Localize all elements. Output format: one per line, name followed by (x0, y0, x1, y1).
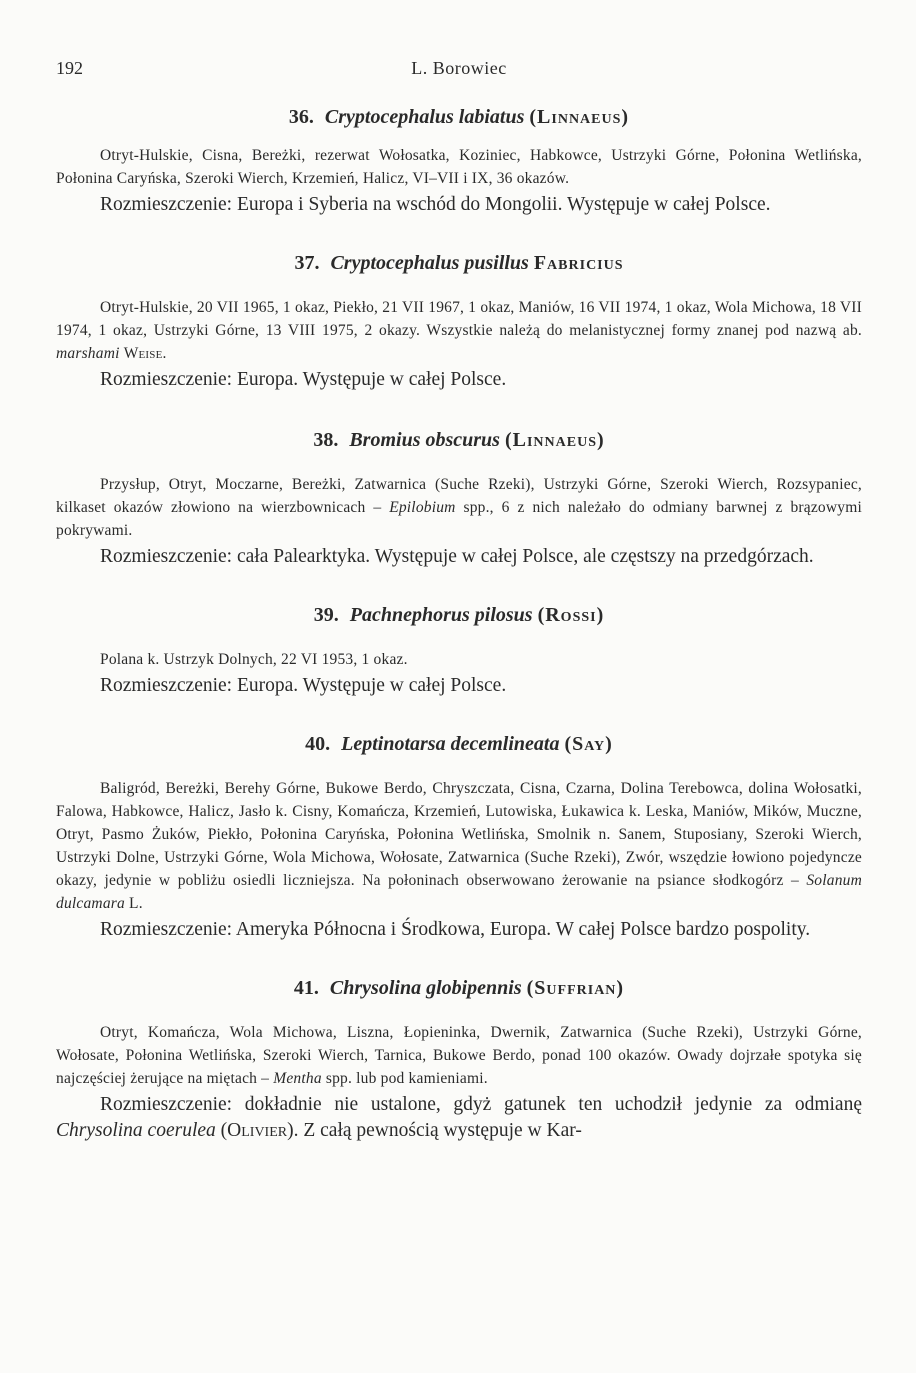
entry-heading (56, 427, 862, 453)
distribution-species: Chrysolina coerulea (56, 1120, 216, 1141)
entry-heading (56, 602, 862, 628)
species-entry-38 (56, 427, 862, 570)
localities-text (56, 296, 862, 365)
entry-heading (56, 104, 862, 130)
localities-part1: Baligród, Bereżki, Berehy Górne, Bukowe Berdo, Chryszczata, Cisna, Czarna, Dolina Terebowca, dolina Wołosatki, Falowa, Habkowce, Halicz, Jasło k. Cisny, Komańcza, Krzemień, Lutowiska, Łukawica k. Leska, Maniów, Mików, Muczne, Otryt, Pasmo Żuków, Piekło, Połonina Caryńska, Połonina Wetlińska, Smolnik n. Sanem, Stuposiany, Szeroki Wierch, Ustrzyki Dolne, Ustrzyki Górne, Wola Michowa, Wołosate, Zatwarnica (Suche Rzeki), Zwór, wszędzie łowiono pojedyncze okazy, jedynie w pobliżu osiedli liczniejsza. Na połoninach obserwowano żerowanie na psiance słodkogórz – (56, 780, 862, 889)
species-entry-36 (56, 104, 862, 218)
species-name: Leptinotarsa decemlineata (341, 733, 560, 755)
species-authority: (Linnaeus) (504, 429, 605, 451)
localities-text (56, 1021, 862, 1090)
species-entry-41 (56, 975, 862, 1144)
page-body (56, 104, 862, 1144)
distribution-part2: Z całą pewnością występuje w Kar- (303, 1120, 582, 1141)
aberration-name: marshami (56, 345, 120, 362)
entry-number: 36. (288, 106, 314, 128)
localities-main: Otryt-Hulskie, 20 VII 1965, 1 okaz, Piekło, 21 VII 1967, 1 okaz, Maniów, 16 VII 1974, 1 okaz, Wola Michowa, 18 VII 1974, 1 okaz, Ustrzyki Górne, 13 VIII 1975, 2 okazy. Wszystkie należą do melanistycznej formy znanej pod nazwą ab. (56, 299, 862, 339)
species-entry-39 (56, 602, 862, 699)
distribution-part1: Rozmieszczenie: dokładnie nie ustalone, gdyż gatunek ten uchodził jedynie za odmianę (100, 1094, 862, 1115)
localities-text (56, 777, 862, 915)
species-name: Bromius obscurus (349, 429, 500, 451)
distribution-text: Rozmieszczenie: Europa. Występuje w całej Polsce. (100, 675, 507, 696)
page-number: 192 (56, 58, 83, 78)
species-entry-37 (56, 250, 862, 393)
species-authority: (Say) (564, 733, 613, 755)
entry-number: 37. (294, 252, 320, 274)
distribution-text: Rozmieszczenie: Europa i Syberia na wschód do Mongolii. Występuje w całej Polsce. (100, 194, 771, 215)
localities-part1: Przysłup, Otryt, Moczarne, Bereżki, Zatwarnica (Suche Rzeki), Ustrzyki Górne, Szeroki Wierch, Rozsypaniec, kilkaset okazów złowiono na wierzbownicach – (56, 476, 862, 516)
distribution-author: (Olivier). (220, 1120, 299, 1141)
distribution-text: Rozmieszczenie: Europa. Występuje w całej Polsce. (100, 369, 507, 390)
entry-heading (56, 975, 862, 1001)
localities-part2: spp., 6 z nich należało do odmiany barwnej z brązowymi pokrywami. (56, 499, 862, 539)
entry-number: 38. (313, 429, 339, 451)
entry-number: 40. (305, 733, 331, 755)
page-header (56, 58, 862, 88)
localities-part2: L. (129, 895, 143, 912)
localities-text (56, 473, 862, 542)
distribution-text: Rozmieszczenie: cała Palearktyka. Występuje w całej Polsce, ale częstszy na przedgórzach. (100, 546, 814, 567)
species-authority: (Suffrian) (526, 977, 625, 999)
species-authority: Fabricius (533, 252, 624, 274)
localities-text: Polana k. Ustrzyk Dolnych, 22 VI 1953, 1 okaz. (100, 651, 408, 668)
plant-name: Solanum dulcamara (56, 872, 863, 912)
localities-part2: spp. lub pod kamieniami. (325, 1070, 488, 1087)
localities-text: Otryt-Hulskie, Cisna, Bereżki, rezerwat Wołosatka, Koziniec, Habkowce, Ustrzyki Górne, Połonina Wetlińska, Połonina Caryńska, Szeroki Wierch, Krzemień, Halicz, VI–VII i IX, 36 okazów. (56, 147, 862, 187)
plant-name: Mentha (273, 1070, 322, 1087)
species-entry-40 (56, 731, 862, 943)
entry-heading (56, 250, 862, 276)
entry-heading (56, 731, 862, 757)
distribution-text: Rozmieszczenie: Ameryka Północna i Środkowa, Europa. W całej Polsce bardzo pospolity. (100, 919, 811, 940)
species-name: Pachnephorus pilosus (349, 604, 533, 626)
aberration-author: Weise. (123, 345, 167, 362)
species-name: Chrysolina globipennis (329, 977, 522, 999)
species-authority: (Linnaeus) (529, 106, 630, 128)
distribution-text (56, 1092, 862, 1144)
entry-number: 41. (293, 977, 319, 999)
running-head-author: L. Borowiec (411, 58, 507, 78)
plant-name: Epilobium (389, 499, 456, 516)
entry-number: 39. (313, 604, 339, 626)
localities-part1: Otryt, Komańcza, Wola Michowa, Liszna, Łopieninka, Dwernik, Zatwarnica (Suche Rzeki), Ustrzyki Górne, Wołosate, Połonina Wetlińska, Szeroki Wierch, Tarnica, Bukowe Berdo, ponad 100 okazów. Owady dojrzałe spotyka się najczęściej żerujące na miętach – (56, 1024, 862, 1087)
species-authority: (Rossi) (537, 604, 605, 626)
species-name: Cryptocephalus labiatus (324, 106, 525, 128)
species-name: Cryptocephalus pusillus (330, 252, 529, 274)
